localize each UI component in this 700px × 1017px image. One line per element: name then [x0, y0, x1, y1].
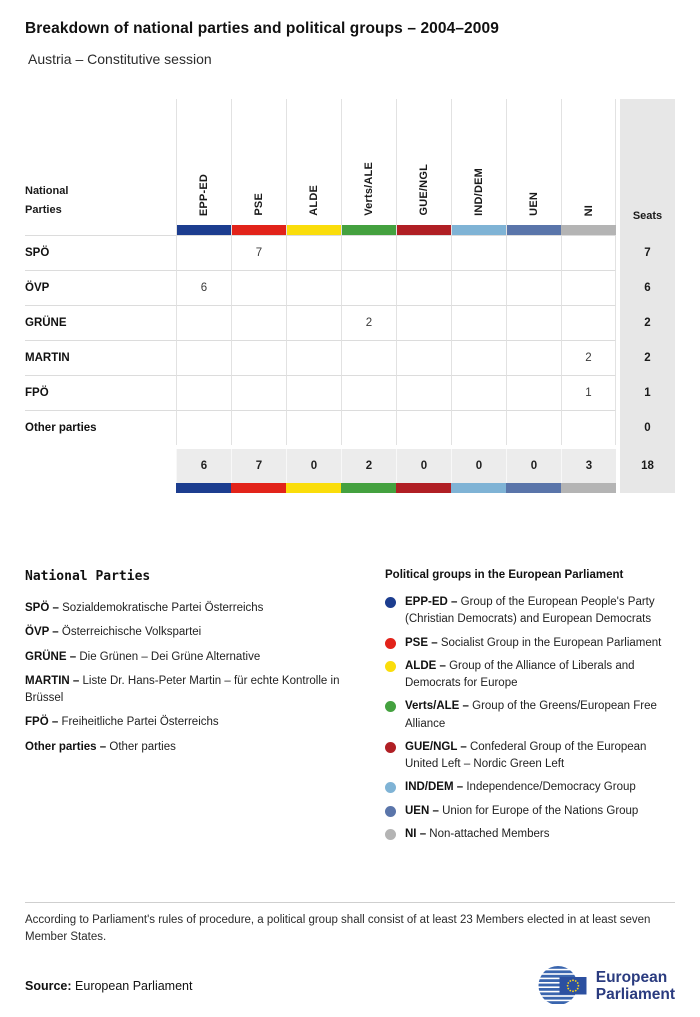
party-label: Other parties — [25, 410, 176, 445]
group-color-bar-ni — [561, 225, 616, 235]
table-cell — [506, 305, 561, 340]
table-row-grune — [25, 305, 675, 340]
group-color-dot — [385, 701, 396, 712]
column-header-gue-ngl — [396, 99, 451, 235]
page-title: Breakdown of national parties and political groups – 2004–2009 — [25, 20, 499, 37]
table-cell — [286, 375, 341, 410]
table-cell — [341, 410, 396, 445]
table-cell — [451, 305, 506, 340]
source-label: Source: — [25, 979, 72, 993]
group-legend-item: NI – Non-attached Members — [385, 826, 675, 843]
table-cell — [396, 375, 451, 410]
table-cell — [396, 270, 451, 305]
empty-cell — [620, 483, 675, 493]
table-cell — [451, 340, 506, 375]
group-legend-item: PSE – Socialist Group in the European Parliament — [385, 635, 675, 652]
party-label: ÖVP — [25, 270, 176, 305]
table-cell — [341, 270, 396, 305]
table-row-ovp — [25, 270, 675, 305]
table-cell — [176, 410, 231, 445]
empty-cell — [25, 483, 176, 493]
group-legend-item: ALDE – Group of the Alliance of Liberals and Democrats for Europe — [385, 658, 675, 693]
table-cell: 7 — [231, 235, 286, 270]
total-cell: 0 — [451, 449, 506, 483]
table-cell — [231, 375, 286, 410]
totals-row — [25, 449, 675, 483]
national-parties-heading: National Parties — [25, 569, 151, 584]
empty-cell — [25, 449, 176, 483]
table-cell — [561, 305, 616, 340]
national-party-legend-item: SPÖ – Sozialdemokratische Partei Österreichs — [25, 602, 264, 614]
group-color-bar-alde — [287, 225, 342, 235]
total-cell: 3 — [561, 449, 616, 483]
national-party-legend-item: Other parties – Other parties — [25, 740, 176, 753]
table-row-other-parties — [25, 410, 675, 445]
seats-column-header: Seats — [632, 210, 663, 222]
table-cell — [286, 270, 341, 305]
seats-cell: 7 — [644, 246, 651, 259]
column-header-label: PSE — [253, 193, 265, 216]
table-header-row — [25, 99, 675, 235]
total-bar-pse — [231, 483, 286, 493]
group-color-bar-pse — [232, 225, 287, 235]
column-header-label: ALDE — [308, 185, 320, 216]
table-cell — [451, 235, 506, 270]
national-party-legend-item: ÖVP – Österreichische Volkspartei — [25, 626, 202, 639]
table-cell — [561, 270, 616, 305]
table-cell — [451, 375, 506, 410]
group-color-bar-gue-ngl — [397, 225, 452, 235]
seats-cell: 1 — [644, 386, 651, 399]
total-bar-ind-dem — [451, 483, 506, 493]
table-cell — [506, 410, 561, 445]
table-cell — [231, 305, 286, 340]
group-color-dot — [385, 597, 396, 608]
table-cell — [176, 305, 231, 340]
column-header-label: IND/DEM — [473, 168, 485, 216]
group-color-dot — [385, 661, 396, 672]
total-cell: 0 — [286, 449, 341, 483]
column-header-ind-dem — [451, 99, 506, 235]
footnote: According to Parliament's rules of procedure, a political group shall consist of at least 23 Members elected in at least seven Member States. — [25, 902, 675, 947]
table-cell — [176, 340, 231, 375]
total-bar-uen — [506, 483, 561, 493]
table-cell — [231, 410, 286, 445]
group-color-bar-epp-ed — [177, 225, 232, 235]
table-cell: 2 — [561, 340, 616, 375]
seats-cell: 2 — [644, 316, 651, 329]
total-cell: 0 — [396, 449, 451, 483]
table-cell — [176, 235, 231, 270]
table-row-fpo — [25, 375, 675, 410]
party-label: SPÖ — [25, 235, 176, 270]
table-cell: 1 — [561, 375, 616, 410]
column-header-label: EPP-ED — [198, 173, 210, 216]
table-cell — [506, 270, 561, 305]
national-party-legend-item: MARTIN – Liste Dr. Hans-Peter Martin – für echte Kontrolle in Brüssel — [25, 674, 340, 704]
table-cell — [231, 270, 286, 305]
column-header-ni — [561, 99, 616, 235]
group-legend-item: IND/DEM – Independence/Democracy Group — [385, 779, 675, 796]
seats-cell: 0 — [644, 421, 651, 434]
table-row-spo — [25, 235, 675, 270]
table-cell — [561, 410, 616, 445]
table-cell — [396, 340, 451, 375]
national-party-legend-item: FPÖ – Freiheitliche Partei Österreichs — [25, 716, 219, 729]
table-cell — [506, 340, 561, 375]
totals-color-bars — [25, 483, 675, 493]
table-cell — [176, 375, 231, 410]
european-parliament-logo — [538, 965, 675, 1007]
group-legend-item: Verts/ALE – Group of the Greens/European Free Alliance — [385, 698, 675, 733]
row-header-line: Parties — [25, 203, 62, 216]
seats-cell: 6 — [644, 281, 651, 294]
table-cell — [506, 235, 561, 270]
table-cell — [451, 270, 506, 305]
table-cell: 2 — [341, 305, 396, 340]
group-color-dot — [385, 829, 396, 840]
total-cell: 7 — [231, 449, 286, 483]
page-subtitle: Austria – Constitutive session — [28, 51, 212, 67]
group-legend-item: UEN – Union for Europe of the Nations Group — [385, 803, 675, 820]
column-header-epp-ed — [176, 99, 231, 235]
group-color-dot — [385, 742, 396, 753]
legend-section — [25, 569, 675, 849]
table-cell — [231, 340, 286, 375]
group-color-dot — [385, 782, 396, 793]
table-cell — [506, 375, 561, 410]
ep-hemicycle-icon — [538, 965, 588, 1007]
row-header — [25, 99, 176, 235]
table-cell — [286, 305, 341, 340]
table-cell: 6 — [176, 270, 231, 305]
group-legend-item: EPP-ED – Group of the European People's Party (Christian Democrats) and European Democrats — [385, 594, 675, 629]
table-cell — [341, 340, 396, 375]
table-cell — [286, 410, 341, 445]
table-cell — [341, 235, 396, 270]
group-color-dot — [385, 806, 396, 817]
source-value: European Parliament — [75, 979, 193, 993]
row-header-line: National — [25, 184, 69, 197]
national-party-legend-item: GRÜNE – Die Grünen – Dei Grüne Alternative — [25, 650, 261, 663]
table-cell — [451, 410, 506, 445]
political-groups-heading: Political groups in the European Parliament — [385, 569, 624, 581]
total-bar-verts-ale — [341, 483, 396, 493]
total-bar-ni — [561, 483, 616, 493]
column-header-verts-ale — [341, 99, 396, 235]
column-header-pse — [231, 99, 286, 235]
group-color-bar-uen — [507, 225, 562, 235]
table-row-martin — [25, 340, 675, 375]
table-cell — [286, 235, 341, 270]
group-color-bar-ind-dem — [452, 225, 507, 235]
table-cell — [341, 375, 396, 410]
ep-logo-text: European Parliament — [595, 968, 675, 1003]
total-bar-alde — [286, 483, 341, 493]
party-label: GRÜNE — [25, 305, 176, 340]
column-header-label: GUE/NGL — [418, 164, 430, 216]
table-cell — [396, 235, 451, 270]
seats-table — [25, 99, 675, 493]
table-cell — [396, 410, 451, 445]
group-color-dot — [385, 638, 396, 649]
seats-cell: 2 — [644, 351, 651, 364]
table-cell — [396, 305, 451, 340]
party-label: MARTIN — [25, 340, 176, 375]
total-cell: 0 — [506, 449, 561, 483]
source-line — [25, 979, 192, 993]
total-bar-gue-ngl — [396, 483, 451, 493]
group-legend-item: GUE/NGL – Confederal Group of the European United Left – Nordic Green Left — [385, 739, 675, 774]
column-header-label: UEN — [528, 192, 540, 216]
column-header-uen — [506, 99, 561, 235]
footer-bar — [25, 962, 675, 1010]
total-bar-epp-ed — [176, 483, 231, 493]
table-cell — [561, 235, 616, 270]
column-header-label: Verts/ALE — [363, 162, 375, 216]
total-seats-cell: 18 — [641, 460, 654, 472]
column-header-label: NI — [582, 204, 595, 216]
total-cell: 2 — [341, 449, 396, 483]
national-parties-legend — [25, 569, 360, 849]
total-cell: 6 — [176, 449, 231, 483]
column-header-alde — [286, 99, 341, 235]
table-cell — [286, 340, 341, 375]
group-color-bar-verts-ale — [342, 225, 397, 235]
political-groups-legend — [385, 569, 675, 849]
party-label: FPÖ — [25, 375, 176, 410]
